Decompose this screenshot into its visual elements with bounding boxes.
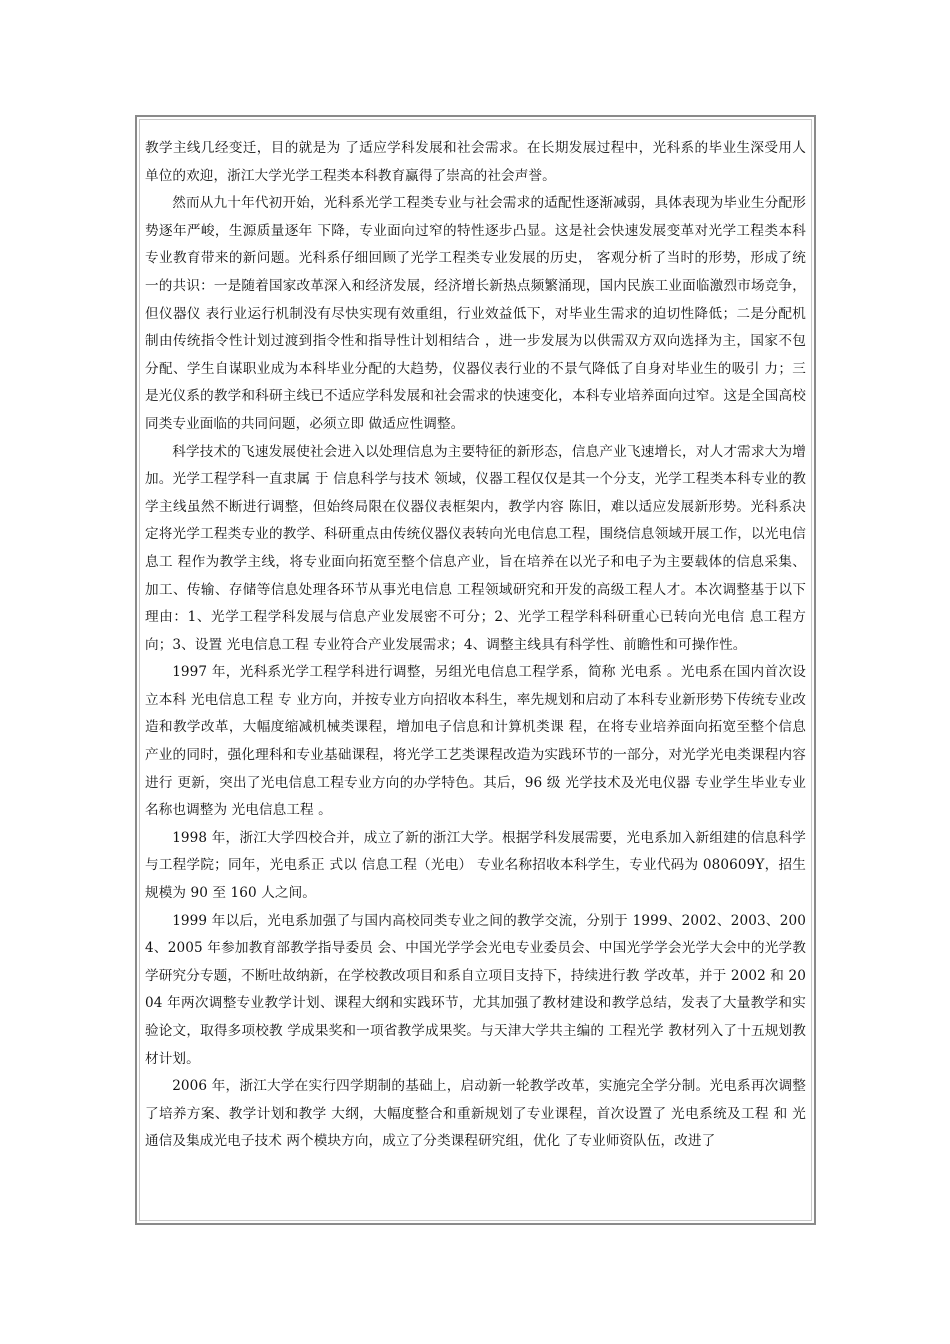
paragraph-1: 教学主线几经变迁，目的就是为 了适应学科发展和社会需求。在长期发展过程中，光科系的毕业生深受用人单位的欢迎，浙江大学光学工程类本科教育赢得了崇高的社会声誉。 (145, 140, 806, 184)
paragraph-2: 然而从九十年代初开始，光科系光学工程类专业与社会需求的适配性逐渐减弱，具体表现为毕业生分配形势逐年严峻，生源质量逐年 下降，专业面向过窄的特性逐步凸显。这是社会快速发展变革对光学工程类本科专业教育带来的新问题。光科系仔细回顾了光学工程类专业发展的历史， 客观分析了当时的形势，形成了统一的共识：一是随着国家改革深入和经济发展，经济增长新热点频繁涌现，国内民族工业面临激烈市场竞争，但仪器仪 表行业运行机制没有尽快实现有效重组，行业效益低下，对毕业生需求的迫切性降低；二是分配机制由传统指令性计划过渡到指令性和指导性计划相结合 ，进一步发展为以供需双方双向选择为主，国家不包分配、学生自谋职业成为本科毕业分配的大趋势，仪器仪表行业的不景气降低了自身对毕业生的吸引 力；三是光仪系的教学和科研主线已不适应学科发展和社会需求的快速变化，本科专业培养面向过窄。这是全国高校同类专业面临的共同问题，必须立即 做适应性调整。 (145, 195, 806, 432)
paragraph-5: 1998 年，浙江大学四校合并，成立了新的浙江大学。根据学科发展需要，光电系加入新组建的信息科学与工程学院；同年，光电系正 式以 信息工程（光电） 专业名称招收本科学生，专业代码为 080609Y，招生规模为 90 至 160 人之间。 (145, 829, 806, 902)
paragraph-6: 1999 年以后，光电系加强了与国内高校同类专业之间的教学交流，分别于 1999、2002、2003、2004、2005 年参加教育部教学指导委员 会、中国光学学会光电专业委员会、中国光学学会光学大会中的光学教学研究分专题，不断吐故纳新，在学校教改项目和系自立项目支持下，持续进行教 学改革，并于 2002 和 2004 年两次调整专业教学计划、课程大纲和实践环节，尤其加强了教材建设和教学总结，发表了大量教学和实验论文，取得多项校教 学成果奖和一项省教学成果奖。与天津大学共主编的 工程光学 教材列入了十五规划教材计划。 (145, 912, 806, 1067)
paragraph-3: 科学技术的飞速发展使社会进入以处理信息为主要特征的新形态，信息产业飞速增长，对人才需求大为增加。光学工程学科一直隶属 于 信息科学与技术 领域，仪器工程仅仅是其一个分支，光学工程类本科专业的教学主线虽然不断进行调整，但始终局限在仪器仪表框架内，教学内容 陈旧，难以适应发展新形势。光科系决定将光学工程类专业的教学、科研重点由传统仪器仪表转向光电信息工程，围绕信息领域开展工作，以光电信息工 程作为教学主线，将专业面向拓宽至整个信息产业，旨在培养在以光子和电子为主要载体的信息采集、加工、传输、存储等信息处理各环节从事光电信息 工程领域研究和开发的高级工程人才。本次调整基于以下理由：1、光学工程学科发展与信息产业发展密不可分；2、光学工程学科科研重心已转向光电信 息工程方向；3、设置 光电信息工程 专业符合产业发展需求；4、调整主线具有科学性、前瞻性和可操作性。 (145, 443, 806, 653)
document-frame (135, 115, 816, 1225)
paragraph-7: 2006 年，浙江大学在实行四学期制的基础上，启动新一轮教学改革，实施完全学分制。光电系再次调整了培养方案、教学计划和教学 大纲，大幅度整合和重新规划了专业课程，首次设置了 光电系统及工程 和 光通信及集成光电子技术 两个模块方向，成立了分类课程研究组，优化 了专业师资队伍，改进了 (145, 1078, 806, 1150)
paragraph-4: 1997 年，光科系光学工程学科进行调整，另组光电信息工程学系，简称 光电系 。光电系在国内首次设立本科 光电信息工程 专 业方向，并按专业方向招收本科生，率先规划和启动了本科专业新形势下传统专业改造和教学改革，大幅度缩减机械类课程，增加电子信息和计算机类课 程，在将专业培养面向拓宽至整个信息产业的同时，强化理科和专业基础课程，将光学工艺类课程改造为实践环节的一部分，对光学光电类课程内容进行 更新，突出了光电信息工程专业方向的办学特色。其后，96 级 光学技术及光电仪器 专业学生毕业专业名称也调整为 光电信息工程 。 (145, 664, 806, 819)
document-body (145, 135, 806, 1219)
